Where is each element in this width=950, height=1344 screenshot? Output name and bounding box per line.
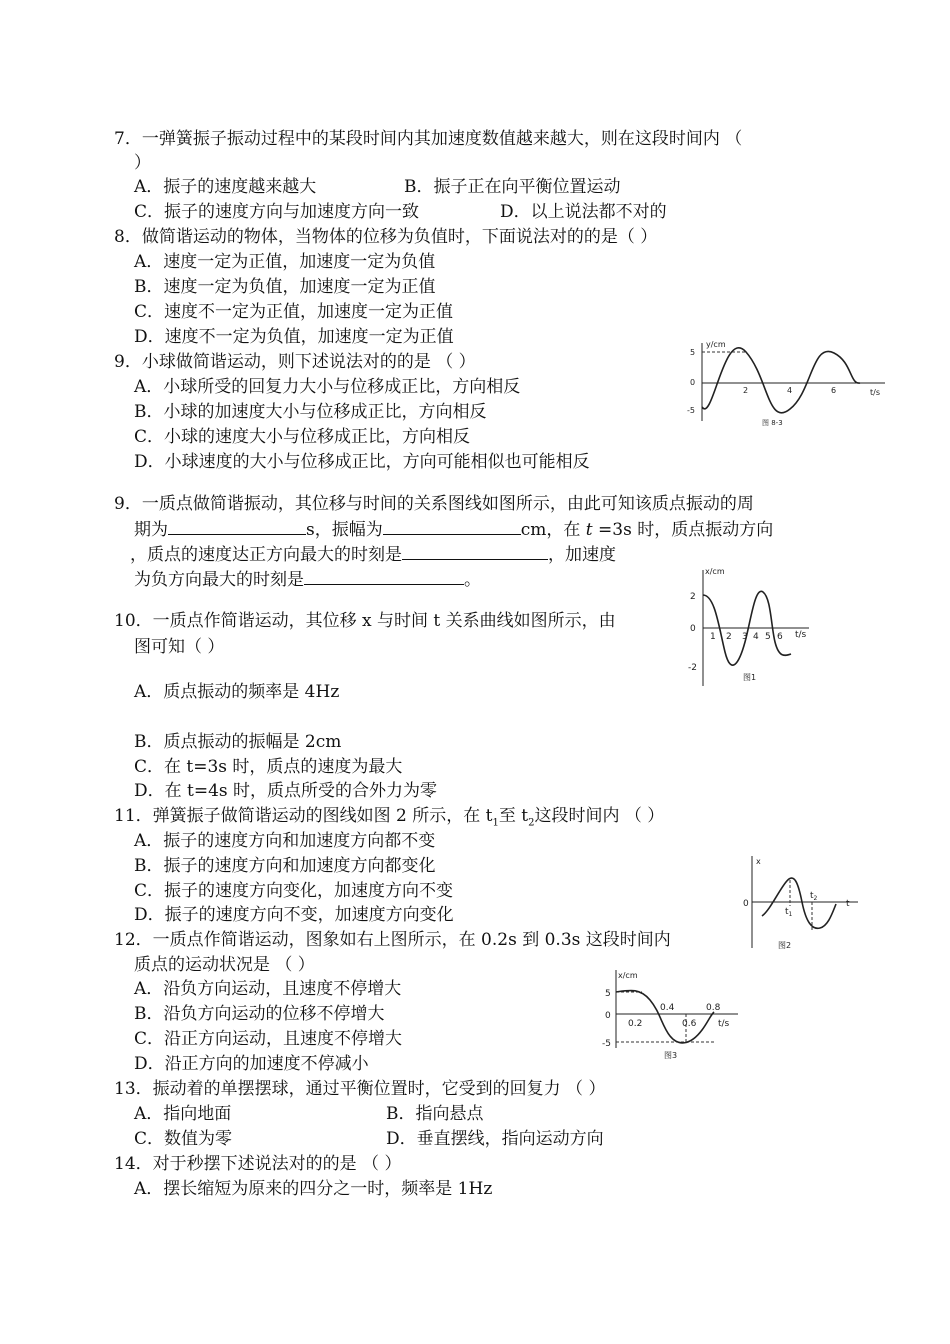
figure-1 (683, 562, 813, 693)
fig2-xlabel: t/s (795, 630, 807, 640)
wave-curve (702, 348, 860, 413)
answer-blank-amplitude[interactable] (383, 517, 521, 535)
q9a-option-d: D．小球速度的大小与位移成正比，方向可能相似也可能相反 (134, 452, 590, 472)
q9b-stem-line2: 期为 s，振幅为 cm，在 t =3s 时，质点振动方向 (134, 517, 773, 541)
answer-blank-neg-accel-time[interactable] (304, 567, 464, 585)
fig1-ytick-5: 5 (690, 348, 696, 357)
q11-stem: 11．弹簧振子做简谐运动的图线如图 2 所示，在 $t_1$至 $t_2$这段时间内 （ ） (114, 806, 665, 829)
q14-stem: 14．对于秒摆下述说法对的的是 （ ） (114, 1154, 402, 1174)
fig3-origin: 0 (743, 899, 749, 909)
fig4-ytick-0: 0 (605, 1011, 611, 1021)
figure-3 (598, 966, 748, 1067)
fig4-xtick-0.8: 0.8 (706, 1003, 721, 1013)
fig1-ytick-0: 0 (690, 378, 696, 387)
q12-stem-cont: 质点的运动状况是 （ ） (134, 955, 315, 975)
q8-option-a: A．速度一定为正值，加速度一定为负值 (134, 252, 436, 272)
q11-option-a: A．振子的速度方向和加速度方向都不变 (134, 831, 436, 851)
answer-blank-period[interactable] (168, 517, 306, 535)
fig1-ylabel: y/cm (706, 340, 726, 349)
fig3-t1-label: $t_1$ (785, 907, 793, 918)
q8-stem: 8．做简谐运动的物体，当物体的位移为负值时，下面说法对的的是（ ） (114, 227, 658, 247)
fig2-ytick-neg2: -2 (688, 663, 697, 673)
q10-option-c: C．在 t=3s 时，质点的速度为最大 (134, 757, 403, 777)
q7-option-d: D．以上说法都不对的 (500, 202, 667, 222)
q9b-stem-line3: ，质点的速度达正方向最大的时刻是 ，加速度 (130, 542, 616, 566)
q13-stem: 13．振动着的单摆摆球，通过平衡位置时，它受到的回复力 （ ） (114, 1079, 606, 1099)
fig1-xlabel: t/s (870, 388, 880, 397)
fig4-xtick-0.2: 0.2 (628, 1019, 643, 1029)
fig4-ytick-neg5: -5 (602, 1039, 611, 1049)
figure-2 (740, 852, 865, 959)
q7-stem-cont: ） (134, 153, 151, 173)
q10-option-b: B．质点振动的振幅是 2cm (134, 732, 342, 752)
q13-option-a: A．指向地面 (134, 1104, 232, 1124)
fig3-xlabel: t (846, 899, 850, 909)
q11-option-d: D．振子的速度方向不变，加速度方向变化 (134, 905, 454, 925)
q13-option-c: C．数值为零 (134, 1129, 233, 1149)
q10-option-d: D．在 t=4s 时，质点所受的合外力为零 (134, 781, 438, 801)
q11-option-b: B．振子的速度方向和加速度方向都变化 (134, 856, 436, 876)
figure-8-3 (680, 337, 895, 434)
q12-option-c: C．沿正方向运动，且速度不停增大 (134, 1029, 403, 1049)
fig3-caption: 图2 (778, 941, 792, 950)
fig2-ylabel: x/cm (705, 567, 725, 576)
wave-curve (616, 990, 714, 1042)
q8-option-b: B．速度一定为负值，加速度一定为正值 (134, 277, 436, 297)
fig4-xtick-0.4: 0.4 (660, 1003, 675, 1013)
fig2-ytick-2: 2 (690, 592, 696, 602)
fig1-xtick-2: 2 (743, 386, 749, 395)
q10-option-a: A．质点振动的频率是 4Hz (134, 682, 340, 702)
q7-option-a: A．振子的速度越来越大 (134, 177, 317, 197)
q12-option-b: B．沿负方向运动的位移不停增大 (134, 1004, 385, 1024)
fig2-ytick-0: 0 (690, 624, 696, 634)
q14-option-a: A．摆长缩短为原来的四分之一时，频率是 1Hz (134, 1179, 493, 1199)
fig3-t2-label: $t_2$ (810, 891, 818, 902)
fig3-ylabel: x (756, 857, 761, 866)
answer-blank-max-velocity-time[interactable] (402, 542, 548, 560)
q9a-stem: 9．小球做简谐运动，则下述说法对的的是 （ ） (114, 352, 476, 372)
q11-option-c: C．振子的速度方向变化，加速度方向不变 (134, 881, 454, 901)
q7-option-c: C．振子的速度方向与加速度方向一致 (134, 202, 420, 222)
q9b-stem-line1: 9．一质点做简谐振动，其位移与时间的关系图线如图所示，由此可知该质点振动的周 (114, 494, 754, 514)
fig4-xtick-0.6: 0.6 (682, 1019, 697, 1029)
fig4-xlabel: t/s (718, 1019, 730, 1029)
fig4-ytick-5: 5 (605, 989, 611, 999)
q9a-option-a: A．小球所受的回复力大小与位移成正比，方向相反 (134, 377, 521, 397)
fig2-xtick-4: 4 (753, 632, 759, 642)
q8-option-d: D．速度不一定为负值，加速度一定为正值 (134, 327, 454, 347)
q12-option-a: A．沿负方向运动，且速度不停增大 (134, 979, 402, 999)
fig1-caption: 图 8-3 (762, 419, 783, 427)
fig2-xtick-3: 3 (742, 632, 748, 642)
fig1-xtick-4: 4 (787, 386, 793, 395)
wave-curve (762, 878, 836, 928)
fig2-xtick-1: 1 (710, 632, 716, 642)
q12-stem: 12．一质点作简谐运动，图象如右上图所示，在 0.2s 到 0.3s 这段时间内 (114, 930, 671, 950)
q8-option-c: C．速度不一定为正值，加速度一定为正值 (134, 302, 454, 322)
fig1-xtick-6: 6 (831, 386, 837, 395)
q9a-option-b: B．小球的加速度大小与位移成正比，方向相反 (134, 402, 487, 422)
fig2-caption: 图1 (743, 673, 757, 682)
q10-stem: 10．一质点作简谐运动，其位移 x 与时间 t 关系曲线如图所示，由 (114, 611, 616, 631)
q9b-stem-line4: 为负方向最大的时刻是 。 (134, 567, 481, 591)
fig2-xtick-6: 6 (777, 632, 783, 642)
q7-option-b: B．振子正在向平衡位置运动 (404, 177, 621, 197)
fig4-ylabel: x/cm (618, 971, 638, 980)
fig1-ytick-neg5: -5 (687, 406, 695, 415)
q13-option-b: B．指向悬点 (386, 1104, 484, 1124)
fig4-caption: 图3 (664, 1051, 678, 1060)
q7-stem: 7．一弹簧振子振动过程中的某段时间内其加速度数值越来越大，则在这段时间内 （ (114, 129, 743, 149)
fig2-xtick-2: 2 (726, 632, 732, 642)
q12-option-d: D．沿正方向的加速度不停减小 (134, 1054, 369, 1074)
q10-stem-cont: 图可知（ ） (134, 637, 225, 657)
q9a-option-c: C．小球的速度大小与位移成正比，方向相反 (134, 427, 471, 447)
q13-option-d: D．垂直摆线，指向运动方向 (386, 1129, 604, 1149)
fig2-xtick-5: 5 (765, 632, 771, 642)
